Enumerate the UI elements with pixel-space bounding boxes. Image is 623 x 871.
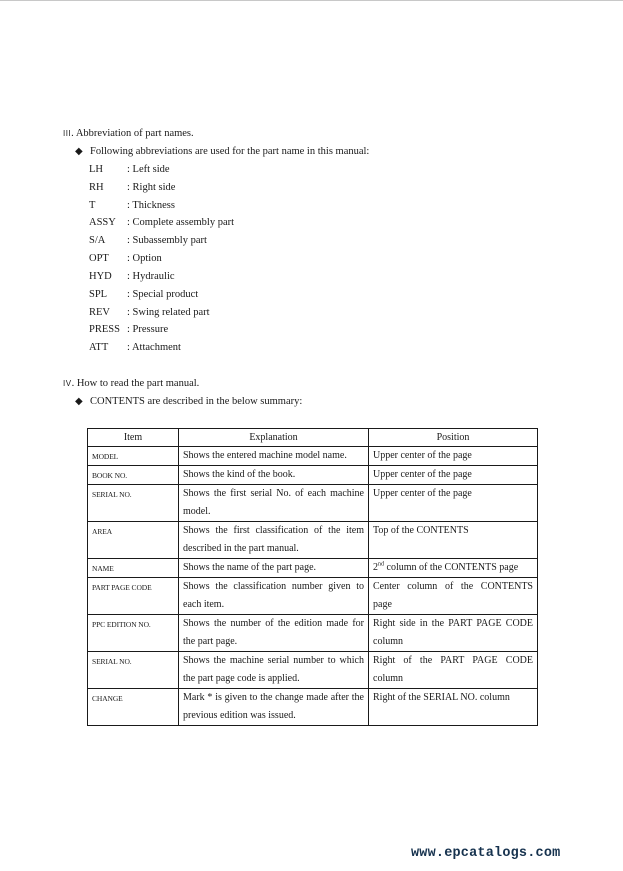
abbreviation-meaning: : Subassembly part [127,235,207,246]
section-3-heading [63,127,194,140]
table-row [88,578,538,615]
position-ordinal-suffix: nd [378,561,384,568]
item-cell: PPC EDITION NO. [88,615,179,652]
abbreviation-meaning: : Pressure [127,324,169,335]
item-cell: SERIAL NO. [88,652,179,689]
position-text: column of the CONTENTS page [384,562,519,573]
abbreviation-code: REV [89,307,110,318]
table-row [88,466,538,485]
abbreviation-item [89,163,170,176]
abbreviation-code: PRESS [89,324,120,335]
section-3-bullet [75,145,369,158]
abbreviation-item [89,216,234,229]
section-4-title: . How to read the part manual. [71,378,200,389]
abbreviation-item [89,323,168,336]
section-4-heading [63,377,199,390]
abbreviation-meaning: : Thickness [127,200,175,211]
table-row [88,559,538,578]
explanation-cell: Shows the name of the part page. [179,559,369,578]
table-row [88,689,538,726]
abbreviation-code: OPT [89,253,109,264]
position-cell: Upper center of the page [369,485,538,522]
column-header-explanation: Explanation [179,429,369,447]
explanation-cell: Shows the classification number given to each item. [179,578,369,615]
abbreviation-item [89,306,210,319]
abbreviation-meaning: : Hydraulic [127,271,175,282]
abbreviation-code: SPL [89,289,108,300]
explanation-cell: Shows the kind of the book. [179,466,369,485]
abbreviation-item [89,288,198,301]
explanation-cell: Shows the entered machine model name. [179,447,369,466]
position-cell: Upper center of the page [369,447,538,466]
explanation-cell: Shows the machine serial number to which the part page code is applied. [179,652,369,689]
section-3-bullet-text: Following abbreviations are used for the part name in this manual: [90,146,370,157]
item-cell: AREA [88,522,179,559]
abbreviation-code: S/A [89,235,106,246]
section-4-numeral: IV [63,379,72,388]
table-row [88,615,538,652]
section-4-bullet [75,395,302,408]
section-4-bullet-text: CONTENTS are described in the below summary: [90,396,303,407]
abbreviation-code: LH [89,164,103,175]
abbreviation-code: T [89,200,96,211]
item-cell: MODEL [88,447,179,466]
abbreviation-meaning: : Complete assembly part [127,217,235,228]
table-row [88,652,538,689]
position-cell: Center column of the CONTENTS page [369,578,538,615]
item-cell: CHANGE [88,689,179,726]
position-cell: Right of the PART PAGE CODE column [369,652,538,689]
position-cell [369,559,538,578]
abbreviation-code: ASSY [89,217,116,228]
explanation-cell: Shows the number of the edition made for the part page. [179,615,369,652]
position-cell: Upper center of the page [369,466,538,485]
position-cell: Right of the SERIAL NO. column [369,689,538,726]
item-cell: SERIAL NO. [88,485,179,522]
position-cell: Right side in the PART PAGE CODE column [369,615,538,652]
table-row [88,522,538,559]
abbreviation-code: HYD [89,271,112,282]
abbreviation-meaning: : Special product [127,289,199,300]
item-cell: NAME [88,559,179,578]
section-3-numeral: III [63,129,72,138]
abbreviation-meaning: : Left side [127,164,170,175]
column-header-item: Item [88,429,179,447]
abbreviation-item [89,270,175,283]
abbreviation-item [89,341,181,354]
item-cell: PART PAGE CODE [88,578,179,615]
diamond-bullet-icon: ◆ [75,146,83,157]
table-row [88,485,538,522]
watermark-link[interactable]: www.epcatalogs.com [411,846,561,861]
explanation-cell: Mark * is given to the change made after the previous edition was issued. [179,689,369,726]
abbreviation-item [89,199,175,212]
abbreviation-code: ATT [89,342,109,353]
column-header-position: Position [369,429,538,447]
position-ordinal-number: 2 [373,562,378,573]
abbreviation-meaning: : Right side [127,182,176,193]
abbreviation-item [89,181,175,194]
item-cell: BOOK NO. [88,466,179,485]
abbreviation-code: RH [89,182,104,193]
abbreviation-meaning: : Swing related part [127,307,210,318]
abbreviation-item [89,252,162,265]
explanation-cell: Shows the first classification of the item described in the part manual. [179,522,369,559]
abbreviation-item [89,234,207,247]
table-header-row [88,429,538,447]
section-3-title: . Abbreviation of part names. [71,128,194,139]
abbreviation-meaning: : Option [127,253,162,264]
position-cell: Top of the CONTENTS [369,522,538,559]
table-row [88,447,538,466]
contents-summary-table [87,428,538,726]
diamond-bullet-icon: ◆ [75,396,83,407]
explanation-cell: Shows the first serial No. of each machine model. [179,485,369,522]
top-border-rule [0,0,623,1]
abbreviation-meaning: : Attachment [127,342,181,353]
